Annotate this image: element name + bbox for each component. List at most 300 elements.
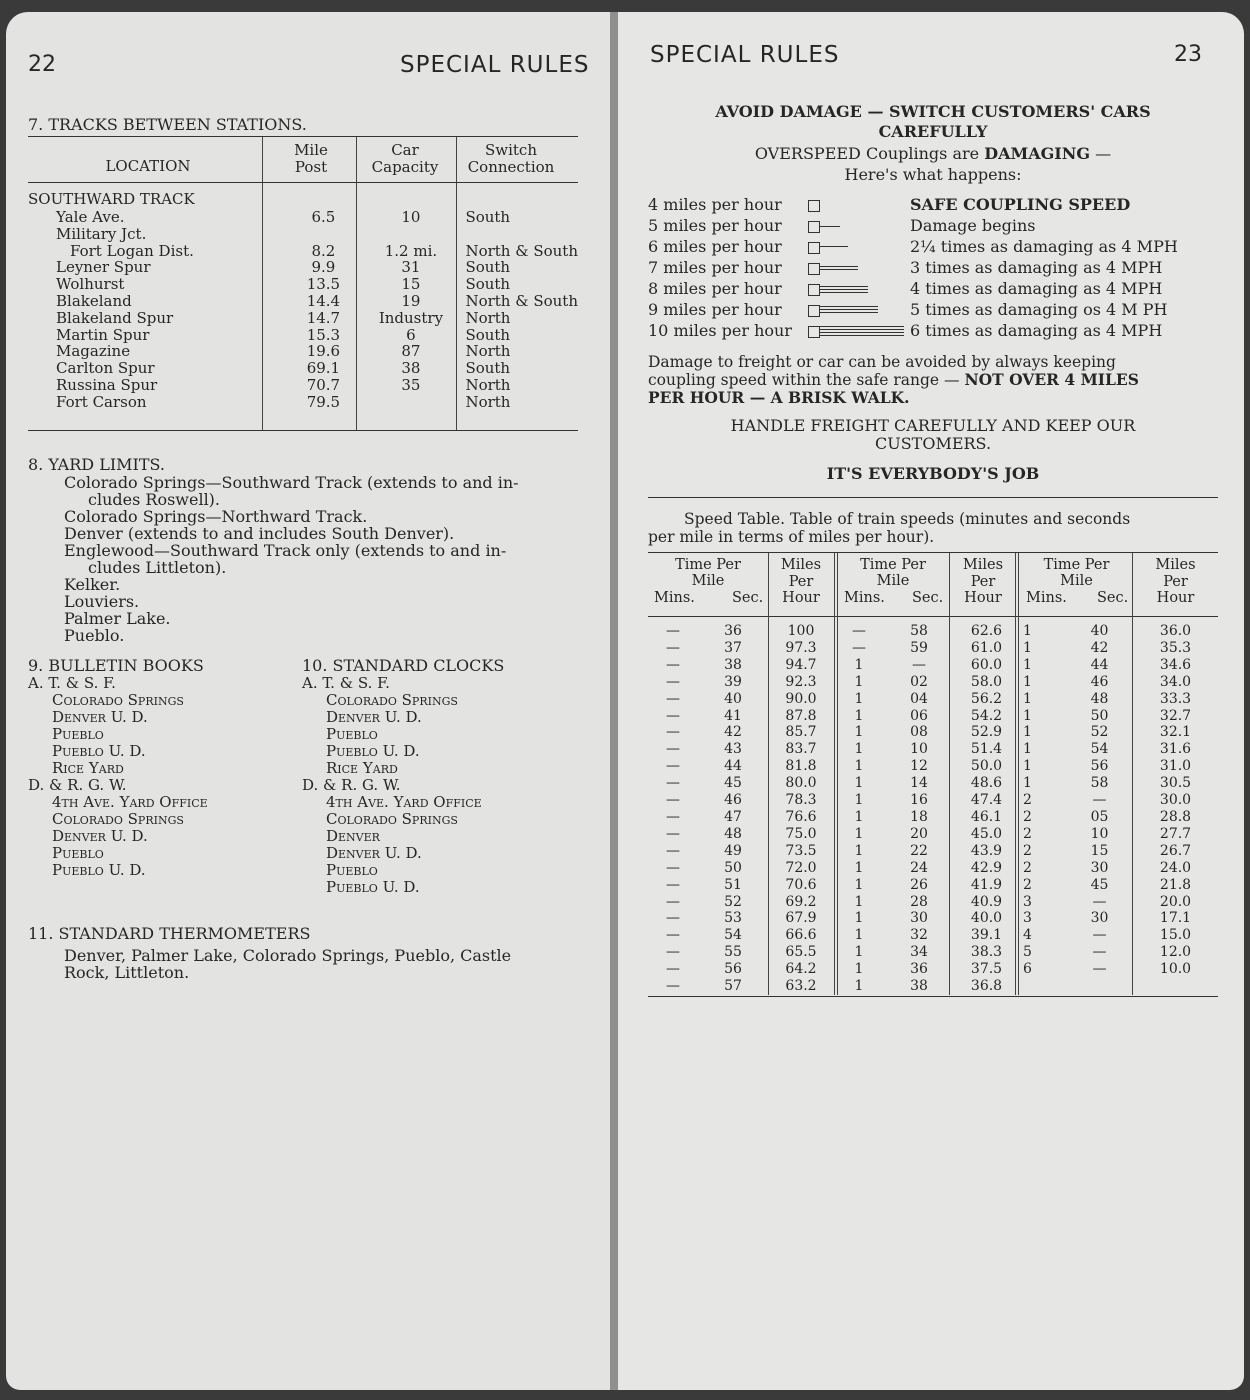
list-item: Rice Yard: [52, 759, 124, 777]
table-row: [648, 640, 1218, 657]
sec-cell: 08: [910, 724, 928, 741]
mins-cell: —: [666, 707, 680, 724]
mins-cell: 1: [854, 927, 864, 944]
mins-cell: —: [666, 842, 680, 859]
mins-cell: 6: [1023, 961, 1032, 978]
mins-cell: 2: [1023, 842, 1032, 859]
section-10-title: 10. STANDARD CLOCKS: [302, 656, 505, 675]
damage-bar: [820, 246, 848, 249]
mph-cell: 39.1: [970, 927, 1003, 944]
tracks-table: [28, 209, 578, 411]
mph-cell: [1133, 978, 1218, 995]
header-line: Hour: [964, 590, 1002, 606]
mph-cell: 20.0: [1159, 893, 1192, 910]
coupling-effect: 6 times as damaging as 4 MPH: [910, 321, 1163, 340]
mph-cell: 24.0: [1159, 859, 1192, 876]
mins-cell: 2: [1023, 876, 1032, 893]
header-miles-per-hour: [768, 557, 834, 607]
mins-cell: 1: [854, 893, 864, 910]
mins-cell: 2: [1023, 792, 1032, 809]
location-cell: Russina Spur: [56, 375, 158, 394]
list-item: Colorado Springs: [326, 691, 458, 709]
list-item: Pueblo: [52, 725, 104, 743]
mph-cell: 60.0: [970, 656, 1003, 673]
sec-cell: 56: [1090, 758, 1109, 775]
mins-cell: [1019, 978, 1066, 995]
table-row: [28, 394, 578, 411]
damage-text-bold: NOT OVER 4 MILES: [964, 370, 1139, 389]
table-row: [648, 623, 1218, 640]
section-7-title: 7. TRACKS BETWEEN STATIONS.: [28, 115, 307, 134]
sec-cell: 53: [724, 910, 742, 927]
mins-cell: 2: [1023, 859, 1032, 876]
damage-text: coupling speed within the safe range —: [648, 371, 965, 389]
switch-connection-cell: South: [465, 359, 511, 378]
mph-cell: 31.6: [1159, 741, 1192, 758]
list-item: Denver U. D.: [326, 708, 422, 726]
mins-cell: 1: [854, 707, 864, 724]
list-item: Rice Yard: [326, 759, 398, 777]
mins-cell: —: [666, 910, 680, 927]
col-header-location: LOCATION: [105, 157, 191, 175]
sec-cell: 59: [910, 639, 928, 656]
header-line: Per: [788, 573, 814, 590]
sec-cell: 40: [724, 690, 742, 707]
mins-cell: 1: [1023, 775, 1032, 792]
left-page: [6, 12, 610, 1390]
checkbox-icon: [808, 221, 820, 233]
col-header-line: Mile: [294, 141, 328, 159]
header-sec: Sec.: [732, 590, 764, 606]
table-top-rule: [28, 136, 578, 137]
mph-cell: 37.5: [970, 961, 1003, 978]
mins-cell: 1: [854, 808, 864, 825]
sec-cell: 26: [910, 876, 928, 893]
header-line: Miles: [1155, 557, 1196, 573]
mph-cell: 38.3: [970, 944, 1003, 961]
sec-cell: 57: [724, 978, 742, 995]
coupling-speed: 5 miles per hour: [648, 216, 782, 235]
sec-cell: 06: [910, 707, 928, 724]
sec-cell: 30: [910, 910, 928, 927]
mins-cell: —: [666, 876, 680, 893]
mins-cell: 4: [1023, 927, 1032, 944]
list-item: Colorado Springs: [52, 810, 184, 828]
section-11-title: 11. STANDARD THERMOMETERS: [28, 924, 311, 943]
sec-cell: —: [1092, 944, 1107, 961]
car-capacity-cell: 35: [401, 375, 421, 394]
list-item: Pueblo: [52, 844, 104, 862]
header-mins: Mins.: [844, 590, 885, 606]
mins-cell: —: [852, 639, 866, 656]
section-9-title: 9. BULLETIN BOOKS: [28, 656, 204, 675]
location-cell: Martin Spur: [56, 325, 150, 344]
mph-cell: 31.0: [1159, 758, 1192, 775]
group-southward-track: SOUTHWARD TRACK: [28, 190, 195, 208]
header-mins: Mins.: [1026, 590, 1067, 606]
notice-bold: DAMAGING: [984, 144, 1091, 163]
sec-cell: —: [1092, 893, 1107, 910]
mile-post-cell: 70.7: [306, 375, 341, 394]
mph-cell: 30.5: [1159, 775, 1192, 792]
sec-cell: 30: [1090, 910, 1109, 927]
mins-cell: 1: [854, 961, 864, 978]
car-capacity-cell: [364, 394, 457, 411]
notice-line: CAREFULLY: [878, 122, 988, 141]
mins-cell: 1: [1023, 656, 1032, 673]
mins-cell: 1: [1023, 639, 1032, 656]
mins-cell: —: [666, 808, 680, 825]
sec-cell: 46: [1090, 673, 1109, 690]
mph-cell: 45.0: [970, 825, 1003, 842]
car-capacity-cell: [364, 226, 457, 243]
page-number: 23: [1174, 42, 1202, 67]
sec-cell: 42: [724, 724, 742, 741]
table-row: [648, 860, 1218, 877]
coupling-indicator: [804, 194, 820, 215]
mph-cell: 54.2: [970, 707, 1003, 724]
switch-connection-cell: South: [465, 208, 511, 226]
switch-connection-cell: South: [465, 258, 511, 277]
header-miles-per-hour: [948, 557, 1018, 607]
mph-cell: 15.0: [1159, 927, 1192, 944]
sec-cell: 32: [910, 927, 928, 944]
yard-limit-line: Louviers.: [64, 592, 140, 611]
thermometers-line-1: Denver, Palmer Lake, Colorado Springs, Pueblo, Castle: [64, 946, 512, 965]
sec-cell: 36: [910, 961, 928, 978]
list-item: Denver U. D.: [52, 708, 148, 726]
yard-limit-line: Kelker.: [64, 575, 121, 594]
col-header-line: Post: [294, 158, 328, 176]
mph-cell: 51.4: [970, 741, 1003, 758]
heres-what-happens: Here's what happens:: [844, 165, 1022, 184]
sec-cell: 41: [724, 707, 742, 724]
speed-intro-line: per mile in terms of miles per hour).: [648, 528, 935, 546]
sec-cell: 38: [724, 656, 742, 673]
speed-table-bottom-rule: [648, 996, 1218, 997]
coupling-speed-list: [648, 194, 1228, 341]
coupling-effect: 4 times as damaging as 4 MPH: [910, 279, 1163, 298]
mins-cell: —: [666, 673, 680, 690]
mile-post-cell: 79.5: [306, 392, 341, 411]
mph-cell: 30.0: [1159, 792, 1192, 809]
sec-cell: 12: [910, 758, 928, 775]
coupling-row: [648, 194, 1228, 215]
list-item: D. & R. G. W.: [302, 776, 401, 794]
sec-cell: 34: [910, 944, 928, 961]
mins-cell: —: [666, 741, 680, 758]
switch-connection-cell: North & South: [465, 241, 578, 260]
sec-cell: 18: [910, 808, 928, 825]
sec-cell: 10: [1090, 825, 1109, 842]
mph-cell: 58.0: [970, 673, 1003, 690]
mph-cell: 64.2: [785, 961, 817, 978]
mile-post-cell: 13.5: [306, 275, 341, 294]
sec-cell: 44: [724, 758, 742, 775]
list-item: 4th Ave. Yard Office: [326, 793, 482, 811]
table-row: [648, 708, 1218, 725]
mph-cell: 72.0: [785, 859, 817, 876]
sec-cell: 40: [1090, 623, 1109, 639]
sec-cell: 30: [1090, 859, 1109, 876]
mph-cell: 87.8: [785, 707, 817, 724]
list-item: 4th Ave. Yard Office: [52, 793, 208, 811]
mph-cell: 26.7: [1159, 842, 1192, 859]
sec-cell: 14: [910, 775, 928, 792]
sec-cell: 45: [724, 775, 742, 792]
mph-cell: 92.3: [785, 673, 817, 690]
sec-cell: 15: [1090, 842, 1109, 859]
yard-limit-line: Palmer Lake.: [64, 609, 171, 628]
damage-bar: [820, 326, 904, 337]
notice-text: OVERSPEED Couplings are: [754, 144, 985, 163]
car-capacity-cell: 31: [401, 258, 421, 277]
table-row: [648, 843, 1218, 860]
mins-cell: 1: [854, 741, 864, 758]
section-rule: [648, 497, 1218, 498]
mins-cell: 3: [1023, 910, 1032, 927]
mph-cell: 73.5: [785, 842, 817, 859]
mph-cell: 50.0: [970, 758, 1003, 775]
yard-limit-line: cludes Littleton).: [88, 558, 227, 577]
header-line: Time Per: [1043, 557, 1110, 573]
checkbox-icon: [808, 242, 820, 254]
car-capacity-cell: 38: [401, 359, 421, 378]
coupling-row: [648, 299, 1228, 320]
mins-cell: 1: [854, 656, 864, 673]
section-8-title: 8. YARD LIMITS.: [28, 455, 165, 474]
sec-cell: 58: [1090, 775, 1109, 792]
col-header-line: Capacity: [371, 158, 439, 176]
mph-cell: 43.9: [970, 842, 1003, 859]
col-header-car-capacity: [362, 142, 448, 176]
mph-cell: 61.0: [970, 639, 1003, 656]
col-header-line: Car: [391, 141, 419, 159]
mile-post-cell: 14.7: [306, 308, 341, 327]
mins-cell: 1: [854, 792, 864, 809]
header-line: Time Per: [860, 557, 926, 573]
switch-connection-cell: North & South: [465, 291, 578, 310]
mins-cell: —: [666, 944, 680, 961]
header-line: Time Per: [675, 557, 741, 573]
notice-text: —: [1090, 144, 1112, 163]
damage-bar: [820, 226, 840, 228]
mph-cell: 32.7: [1159, 707, 1192, 724]
sec-cell: 44: [1090, 656, 1109, 673]
table-row: [648, 792, 1218, 809]
header-line: Mile: [691, 573, 725, 589]
standard-clocks-list: [302, 675, 482, 896]
list-item: Denver U. D.: [52, 827, 148, 845]
switch-connection-cell: [457, 226, 578, 243]
coupling-speed: 4 miles per hour: [648, 195, 782, 214]
checkbox-icon: [808, 326, 820, 338]
list-item: Pueblo U. D.: [52, 861, 146, 879]
list-item: D. & R. G. W.: [28, 776, 127, 794]
mins-cell: 1: [1023, 758, 1032, 775]
header-time-per-mile: [648, 557, 768, 589]
switch-connection-cell: North: [465, 375, 511, 394]
table-row: [648, 910, 1218, 927]
mph-cell: 97.3: [785, 639, 817, 656]
car-capacity-cell: 19: [401, 291, 421, 310]
mph-cell: 34.6: [1159, 656, 1192, 673]
mins-cell: 1: [1023, 673, 1032, 690]
sec-cell: 51: [724, 876, 742, 893]
mph-cell: 85.7: [785, 724, 817, 741]
table-row: [28, 276, 578, 293]
list-item: Pueblo: [326, 861, 378, 879]
coupling-row: [648, 320, 1228, 341]
table-row: [28, 327, 578, 344]
page-header: SPECIAL RULES: [650, 42, 840, 68]
mph-cell: 10.0: [1159, 961, 1192, 978]
mph-cell: 80.0: [785, 775, 817, 792]
table-row: [648, 741, 1218, 758]
table-row: [648, 927, 1218, 944]
mile-post-cell: [282, 226, 364, 243]
sec-cell: 49: [724, 842, 742, 859]
mins-cell: 1: [1023, 690, 1032, 707]
right-page: [618, 12, 1244, 1390]
yard-limit-line: Pueblo.: [64, 626, 125, 645]
coupling-effect: 3 times as damaging as 4 MPH: [910, 258, 1163, 277]
page-header: SPECIAL RULES: [400, 52, 590, 78]
coupling-effect: Damage begins: [910, 216, 1036, 235]
mph-cell: 75.0: [785, 825, 817, 842]
header-mins: Mins.: [654, 590, 695, 606]
col-header-mile-post: [276, 142, 346, 176]
list-item: Denver: [326, 827, 380, 845]
location-cell: Leyner Spur: [56, 258, 151, 277]
sec-cell: 52: [1090, 724, 1109, 741]
sec-cell: —: [1092, 792, 1107, 809]
mph-cell: 21.8: [1159, 876, 1192, 893]
mins-cell: 1: [854, 758, 864, 775]
table-row: [648, 724, 1218, 741]
damage-bar: [820, 306, 878, 315]
table-row: [648, 944, 1218, 961]
thermometers-line-2: Rock, Littleton.: [64, 963, 190, 982]
header-sec: Sec.: [912, 590, 944, 606]
mins-cell: 1: [854, 842, 864, 859]
mph-cell: 83.7: [785, 741, 817, 758]
everybodys-job: IT'S EVERYBODY'S JOB: [826, 464, 1040, 483]
location-cell: Fort Logan Dist.: [70, 241, 194, 260]
mins-cell: —: [666, 859, 680, 876]
coupling-row: [648, 215, 1228, 236]
list-item: Pueblo U. D.: [326, 878, 420, 896]
mins-cell: 1: [854, 944, 864, 961]
header-line: Miles: [780, 557, 822, 573]
yard-limit-line: Colorado Springs—Northward Track.: [64, 507, 368, 526]
mph-cell: 28.8: [1159, 808, 1192, 825]
mins-cell: —: [666, 623, 680, 639]
mph-cell: 67.9: [785, 910, 817, 927]
yard-limit-line: Colorado Springs—Southward Track (extends to and in-: [64, 473, 519, 492]
sec-cell: 36: [724, 623, 742, 639]
book-gutter: [610, 12, 618, 1390]
header-line: Hour: [1156, 590, 1195, 606]
damage-bar: [820, 286, 868, 293]
sec-cell: 50: [1090, 707, 1109, 724]
car-capacity-cell: 15: [401, 275, 421, 294]
mile-post-cell: 6.5: [311, 208, 336, 226]
mins-cell: 2: [1023, 825, 1032, 842]
list-item: Colorado Springs: [326, 810, 458, 828]
sec-cell: 56: [724, 961, 742, 978]
switch-connection-cell: North: [465, 342, 511, 361]
mins-cell: 5: [1023, 944, 1032, 961]
coupling-indicator: [804, 257, 858, 278]
speed-intro-line: Speed Table. Table of train speeds (minutes and seconds: [684, 510, 1131, 528]
sec-cell: 46: [724, 792, 742, 809]
mph-cell: 81.8: [785, 758, 817, 775]
list-item: A. T. & S. F.: [302, 674, 390, 692]
header-line: Per: [1163, 573, 1188, 590]
damage-bar: [820, 266, 858, 271]
table-row: [648, 961, 1218, 978]
coupling-indicator: [804, 299, 878, 320]
coupling-effect: 5 times as damaging os 4 M PH: [910, 300, 1168, 319]
mins-cell: 3: [1023, 893, 1032, 910]
yard-limit-line: Denver (extends to and includes South Denver).: [64, 524, 455, 543]
mph-cell: 70.6: [785, 876, 817, 893]
sec-cell: 42: [1090, 639, 1109, 656]
mins-cell: 1: [854, 825, 864, 842]
mins-cell: 1: [854, 724, 864, 741]
handle-line: HANDLE FREIGHT CAREFULLY AND KEEP OUR: [730, 416, 1136, 435]
list-item: Denver U. D.: [326, 844, 422, 862]
switch-connection-cell: South: [465, 325, 511, 344]
sec-cell: 38: [910, 978, 928, 995]
mph-cell: 78.3: [785, 792, 817, 809]
mins-cell: —: [666, 927, 680, 944]
checkbox-icon: [808, 305, 820, 317]
mph-cell: 12.0: [1159, 944, 1192, 961]
location-cell: Blakeland Spur: [56, 308, 174, 327]
mph-cell: 56.2: [970, 690, 1003, 707]
mins-cell: 1: [854, 876, 864, 893]
handle-line: CUSTOMERS.: [874, 434, 992, 453]
table-row: [28, 377, 578, 394]
bulletin-books-list: [28, 675, 208, 879]
table-row: [28, 310, 578, 327]
table-row: [648, 674, 1218, 691]
damage-text-bold: PER HOUR — A BRISK WALK.: [648, 388, 910, 407]
mph-cell: 36.8: [970, 978, 1003, 995]
mins-cell: —: [852, 623, 866, 639]
mins-cell: —: [666, 978, 680, 995]
table-row: [648, 826, 1218, 843]
col-header-line: Switch: [484, 141, 537, 159]
car-capacity-cell: 6: [406, 325, 416, 344]
mph-cell: 94.7: [785, 656, 817, 673]
table-row: [648, 877, 1218, 894]
sec-cell: 05: [1090, 808, 1109, 825]
table-row: [648, 978, 1218, 995]
table-row: [648, 775, 1218, 792]
mph-cell: 40.0: [970, 910, 1003, 927]
speed-table: [648, 623, 1218, 995]
sec-cell: —: [912, 656, 926, 673]
sec-cell: 28: [910, 893, 928, 910]
mins-cell: 1: [854, 690, 864, 707]
mph-cell: 65.5: [785, 944, 817, 961]
col-header-switch-connection: [462, 142, 560, 176]
location-cell: Fort Carson: [56, 392, 147, 411]
mph-cell: 34.0: [1159, 673, 1192, 690]
